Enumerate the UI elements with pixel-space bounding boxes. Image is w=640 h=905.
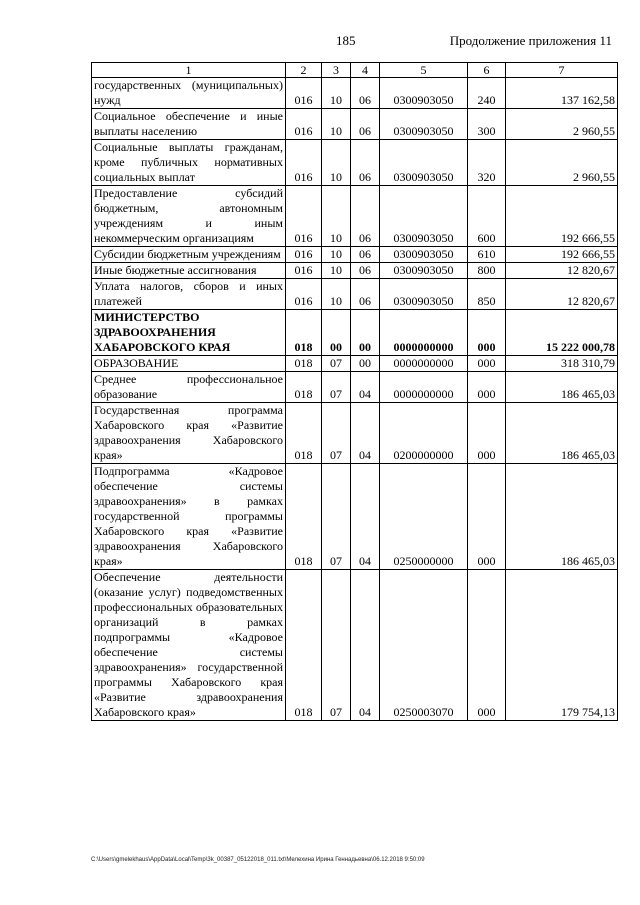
ministry-code: 018 [286, 403, 322, 464]
target-code: 0000000000 [380, 310, 468, 356]
column-header: 4 [351, 63, 380, 78]
target-code: 0200000000 [380, 403, 468, 464]
table-row [92, 78, 618, 109]
ministry-code: 018 [286, 372, 322, 403]
section-code: 07 [322, 356, 351, 372]
section-code: 10 [322, 247, 351, 263]
subsection-code: 06 [351, 186, 380, 247]
ministry-code: 016 [286, 109, 322, 140]
amount: 2 960,55 [506, 109, 618, 140]
ministry-code: 018 [286, 464, 322, 570]
section-code: 10 [322, 140, 351, 186]
target-code: 0300903050 [380, 279, 468, 310]
expense-type-code: 000 [468, 372, 506, 403]
table-row [92, 279, 618, 310]
row-name: Обеспечение деятельности (оказание услуг) подведомственных профессиональных образовательных организаций в рамках подпрограммы «Кадровое обеспечение системы здравоохранения» государственной программы Хабаровского края «Развитие здравоохранения Хабаровского края» [92, 570, 286, 721]
subsection-code: 06 [351, 109, 380, 140]
section-code: 10 [322, 186, 351, 247]
amount: 186 465,03 [506, 403, 618, 464]
amount: 12 820,67 [506, 279, 618, 310]
target-code: 0300903050 [380, 78, 468, 109]
target-code: 0300903050 [380, 109, 468, 140]
subsection-code: 00 [351, 310, 380, 356]
row-name: МИНИСТЕРСТВО ЗДРАВООХРАНЕНИЯ ХАБАРОВСКОГО КРАЯ [92, 310, 286, 356]
table-row [92, 263, 618, 279]
expense-type-code: 320 [468, 140, 506, 186]
section-code: 00 [322, 310, 351, 356]
table-row [92, 570, 618, 721]
column-header: 3 [322, 63, 351, 78]
table-row-ministry-total [92, 310, 618, 356]
expense-type-code: 000 [468, 570, 506, 721]
row-name: Предоставление субсидий бюджетным, автономным учреждениям и иным некоммерческим организациям [92, 186, 286, 247]
section-code: 10 [322, 279, 351, 310]
subsection-code: 04 [351, 372, 380, 403]
amount: 186 465,03 [506, 372, 618, 403]
row-name: государственных (муниципальных) нужд [92, 78, 286, 109]
target-code: 0300903050 [380, 186, 468, 247]
ministry-code: 016 [286, 140, 322, 186]
expense-type-code: 000 [468, 403, 506, 464]
table-row [92, 109, 618, 140]
amount: 318 310,79 [506, 356, 618, 372]
target-code: 0300903050 [380, 140, 468, 186]
table-row [92, 186, 618, 247]
expense-type-code: 600 [468, 186, 506, 247]
target-code: 0000000000 [380, 356, 468, 372]
row-name: Субсидии бюджетным учреждениям [92, 247, 286, 263]
row-name: Государственная программа Хабаровского края «Развитие здравоохранения Хабаровского края» [92, 403, 286, 464]
column-header: 7 [506, 63, 618, 78]
row-name: Уплата налогов, сборов и иных платежей [92, 279, 286, 310]
expense-type-code: 000 [468, 356, 506, 372]
subsection-code: 06 [351, 247, 380, 263]
subsection-code: 06 [351, 279, 380, 310]
table-row [92, 356, 618, 372]
table-row [92, 247, 618, 263]
ministry-code: 018 [286, 570, 322, 721]
ministry-code: 016 [286, 279, 322, 310]
amount: 186 465,03 [506, 464, 618, 570]
column-header: 2 [286, 63, 322, 78]
row-name: Социальное обеспечение и иные выплаты населению [92, 109, 286, 140]
amount: 2 960,55 [506, 140, 618, 186]
subsection-code: 04 [351, 464, 380, 570]
ministry-code: 018 [286, 310, 322, 356]
expense-type-code: 000 [468, 464, 506, 570]
column-header: 6 [468, 63, 506, 78]
amount: 12 820,67 [506, 263, 618, 279]
subsection-code: 04 [351, 570, 380, 721]
amount: 192 666,55 [506, 247, 618, 263]
subsection-code: 06 [351, 78, 380, 109]
section-code: 07 [322, 570, 351, 721]
section-code: 07 [322, 372, 351, 403]
target-code: 0300903050 [380, 247, 468, 263]
row-name: Подпрограмма «Кадровое обеспечение системы здравоохранения» в рамках государственной программы Хабаровского края «Развитие здравоохранения Хабаровского края» [92, 464, 286, 570]
amount: 192 666,55 [506, 186, 618, 247]
subsection-code: 06 [351, 263, 380, 279]
subsection-code: 04 [351, 403, 380, 464]
page-number: 185 [336, 33, 356, 48]
table-row [92, 464, 618, 570]
row-name: ОБРАЗОВАНИЕ [92, 356, 286, 372]
table-row [92, 372, 618, 403]
ministry-code: 016 [286, 263, 322, 279]
appendix-label: Продолжение приложения 11 [449, 33, 612, 48]
table-row [92, 403, 618, 464]
expense-type-code: 610 [468, 247, 506, 263]
amount: 137 162,58 [506, 78, 618, 109]
file-path-footer: C:\Users\gmelekhaus\AppData\Local\Temp\3k_00387_05122018_011.txt\Мелехина Ирина Геннадьевна\06.12.2018 9:50:09 [91, 857, 425, 863]
row-name: Социальные выплаты гражданам, кроме публичных нормативных социальных выплат [92, 140, 286, 186]
row-name: Иные бюджетные ассигнования [92, 263, 286, 279]
amount: 15 222 000,78 [506, 310, 618, 356]
table-row [92, 140, 618, 186]
target-code: 0000000000 [380, 372, 468, 403]
ministry-code: 018 [286, 356, 322, 372]
expense-type-code: 300 [468, 109, 506, 140]
expense-type-code: 000 [468, 310, 506, 356]
column-header: 1 [92, 63, 286, 78]
ministry-code: 016 [286, 247, 322, 263]
target-code: 0250000000 [380, 464, 468, 570]
target-code: 0300903050 [380, 263, 468, 279]
column-header: 5 [380, 63, 468, 78]
section-code: 07 [322, 464, 351, 570]
ministry-code: 016 [286, 186, 322, 247]
budget-table [91, 62, 618, 721]
table-header-row [92, 63, 618, 78]
section-code: 07 [322, 403, 351, 464]
amount: 179 754,13 [506, 570, 618, 721]
row-name: Среднее профессиональное образование [92, 372, 286, 403]
section-code: 10 [322, 109, 351, 140]
expense-type-code: 240 [468, 78, 506, 109]
section-code: 10 [322, 263, 351, 279]
target-code: 0250003070 [380, 570, 468, 721]
expense-type-code: 800 [468, 263, 506, 279]
ministry-code: 016 [286, 78, 322, 109]
subsection-code: 00 [351, 356, 380, 372]
section-code: 10 [322, 78, 351, 109]
subsection-code: 06 [351, 140, 380, 186]
expense-type-code: 850 [468, 279, 506, 310]
